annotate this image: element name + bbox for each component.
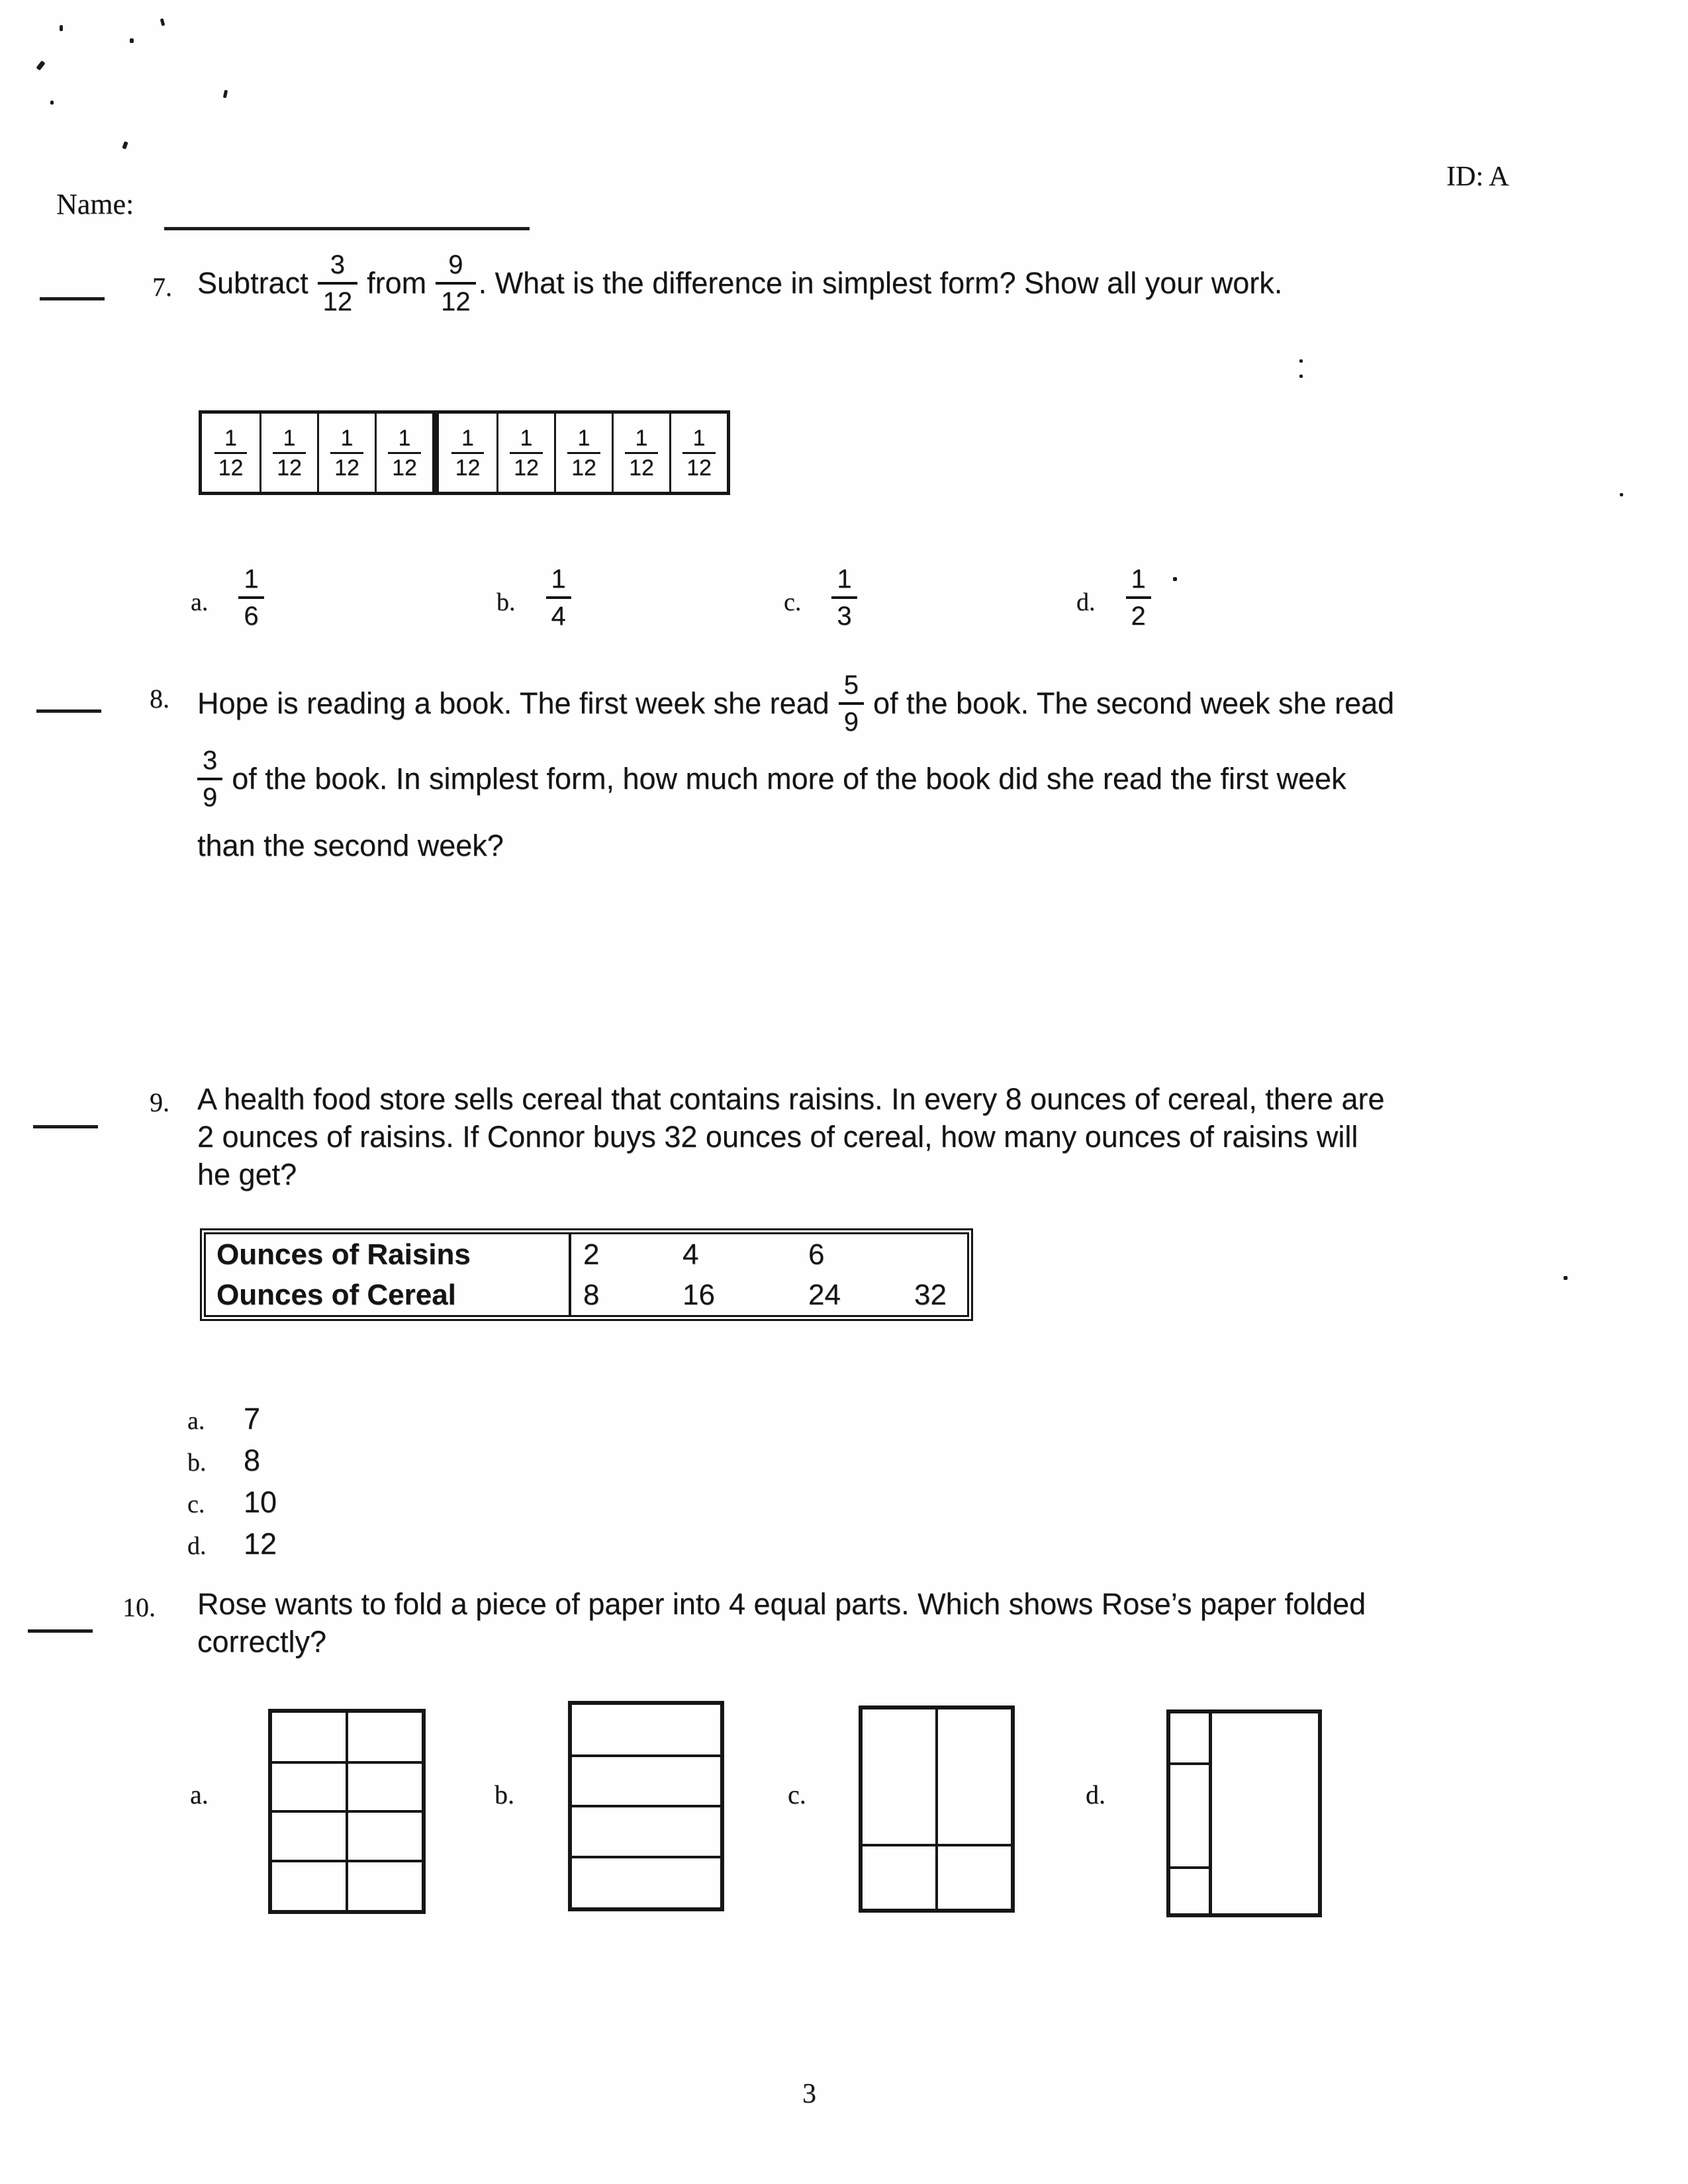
- row-label: Ounces of Raisins: [206, 1234, 571, 1275]
- paper-diagram-a: [268, 1709, 426, 1914]
- scan-artifact: [36, 60, 45, 70]
- paper-diagram-c: [859, 1706, 1015, 1913]
- q8-line1: [197, 667, 1394, 740]
- fraction-strip: [199, 410, 730, 495]
- fold-line: [572, 1856, 720, 1858]
- q7-number: 7.: [152, 272, 172, 302]
- table-cell: 32: [914, 1278, 947, 1311]
- scan-artifact: [1299, 359, 1303, 363]
- fold-line: [935, 1709, 938, 1909]
- q8-line2-after: of the book. In simplest form, how much more of the book did she read the first week: [232, 762, 1346, 796]
- scan-artifact: [1620, 493, 1623, 496]
- q7-text-before: Subtract: [197, 266, 308, 300]
- fraction-strip-box-2: [436, 410, 730, 495]
- q9-option-a: a. 7: [187, 1402, 261, 1435]
- q7-answer-blank: [40, 297, 105, 300]
- table-row: [206, 1275, 967, 1315]
- q8-line3: than the second week?: [197, 829, 504, 862]
- q7-option-d: d. $\frac{1}{2}$: [1076, 566, 1151, 629]
- table-cell: 24: [808, 1278, 841, 1311]
- strip-cell: 1 12: [259, 414, 317, 492]
- name-label: Name:: [56, 188, 134, 220]
- q10-line2: correctly?: [197, 1625, 327, 1659]
- q8-line2: [197, 743, 1346, 815]
- q9-option-c: c. 10: [187, 1485, 277, 1519]
- q8-answer-blank: [36, 709, 101, 713]
- q7-option-b: b. $\frac{1}{4}$: [496, 566, 571, 629]
- fraction-strip-box-1: [199, 410, 436, 495]
- q9-line2: 2 ounces of raisins. If Connor buys 32 ounces of cereal, how many ounces of raisins will: [197, 1120, 1358, 1154]
- fold-line: [272, 1860, 422, 1862]
- q9-option-d: d. 12: [187, 1527, 277, 1561]
- name-blank-line: [164, 227, 530, 230]
- fraction-3-12: $\frac{3}{12}$: [318, 251, 358, 315]
- row-label: Ounces of Cereal: [206, 1275, 571, 1315]
- fold-line: [1209, 1713, 1212, 1913]
- fraction-1-6: $\frac{1}{6}$: [238, 566, 263, 629]
- q9-number: 9.: [150, 1087, 169, 1117]
- q7-option-a: a. $\frac{1}{6}$: [191, 566, 264, 629]
- id-label: ID: A: [1446, 161, 1509, 192]
- scan-artifact: [160, 19, 165, 26]
- q7-text-between: from: [367, 266, 427, 300]
- scan-artifact: [1564, 1276, 1568, 1280]
- q9-option-b: b. 8: [187, 1443, 261, 1477]
- paper-diagram-d: [1166, 1709, 1322, 1917]
- scan-artifact: [1173, 577, 1177, 581]
- strip-cell: 1 12: [202, 414, 259, 492]
- strip-cell: 1 12: [496, 414, 554, 492]
- q9-line1: A health food store sells cereal that contains raisins. In every 8 ounces of cereal, there are: [197, 1082, 1385, 1116]
- q10-line1: Rose wants to fold a piece of paper into 4 equal parts. Which shows Rose’s paper folded: [197, 1587, 1366, 1621]
- fraction-1-3: $\frac{1}{3}$: [831, 566, 857, 629]
- q10-option-c-label: c.: [788, 1780, 806, 1809]
- fold-line: [572, 1754, 720, 1757]
- q10-answer-blank: [28, 1629, 93, 1633]
- strip-cell: 1 12: [317, 414, 375, 492]
- table-row: [206, 1234, 967, 1275]
- strip-cell: 1 12: [612, 414, 669, 492]
- q10-option-a-label: a.: [190, 1780, 209, 1809]
- fraction-1-4: $\frac{1}{4}$: [546, 566, 571, 629]
- table-cell: 16: [682, 1278, 715, 1311]
- q9-line3: he get?: [197, 1158, 297, 1191]
- q8-line1-before: Hope is reading a book. The first week she read: [197, 686, 829, 720]
- q10-number: 10.: [122, 1592, 156, 1622]
- strip-cell: 1 12: [439, 414, 496, 492]
- q7-text: [197, 244, 1282, 323]
- scan-artifact: [50, 101, 54, 105]
- fraction-9-12: $\frac{9}{12}$: [436, 251, 476, 315]
- strip-cell: 1 12: [669, 414, 727, 492]
- scan-artifact: [1299, 375, 1303, 378]
- scan-artifact: [130, 38, 134, 43]
- page-number: 3: [802, 2079, 816, 2109]
- q8-line1-after: of the book. The second week she read: [872, 686, 1395, 720]
- fold-line: [272, 1810, 422, 1813]
- q7-text-after: . What is the difference in simplest form? Show all your work.: [478, 266, 1283, 300]
- paper-diagram-b: [568, 1701, 724, 1911]
- fold-line: [1170, 1866, 1209, 1869]
- ratio-table: [200, 1228, 973, 1321]
- fraction-1-2: $\frac{1}{2}$: [1126, 566, 1151, 629]
- strip-cell: 1 12: [554, 414, 612, 492]
- fold-line: [572, 1805, 720, 1807]
- table-cell: 6: [808, 1238, 825, 1271]
- scan-artifact: [223, 90, 228, 99]
- fraction-5-9: $\frac{5}{9}$: [839, 672, 864, 735]
- q10-option-b-label: b.: [494, 1780, 514, 1809]
- table-cell: 4: [682, 1238, 699, 1271]
- q9-answer-blank: [33, 1125, 98, 1128]
- scan-artifact: [60, 25, 63, 31]
- fold-line: [863, 1844, 1011, 1846]
- scan-artifact: [122, 141, 128, 149]
- q7-option-c: c. $\frac{1}{3}$: [784, 566, 857, 629]
- q10-option-d-label: d.: [1086, 1780, 1105, 1809]
- fold-line: [272, 1761, 422, 1764]
- table-cell: 2: [583, 1238, 600, 1271]
- fold-line: [1170, 1762, 1209, 1765]
- table-cell: 8: [583, 1278, 600, 1311]
- q8-number: 8.: [150, 684, 169, 713]
- fraction-3-9: $\frac{3}{9}$: [197, 747, 222, 811]
- strip-cell: 1 12: [375, 414, 432, 492]
